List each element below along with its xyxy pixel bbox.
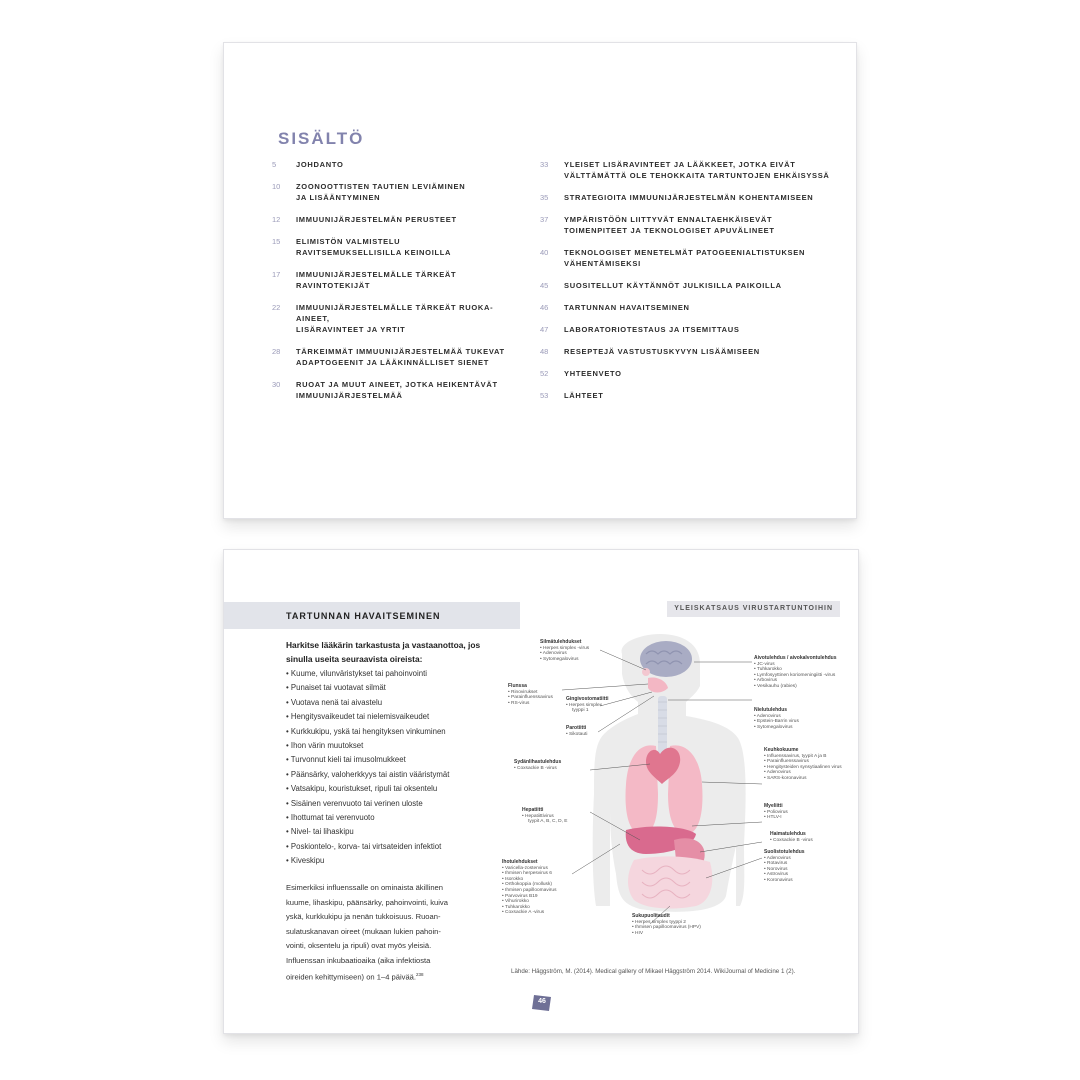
label-item: • Astrovirus <box>764 872 805 878</box>
paragraph-line: vointi, oksentelu ja ripuli) ovat myös yleisiä. <box>286 941 432 950</box>
footnote-ref: 238 <box>416 972 424 977</box>
label-item: • Epstein-Barrin virus <box>754 719 799 725</box>
toc-entry[interactable] <box>540 368 840 379</box>
section-tag: YLEISKATSAUS VIRUSTARTUNTOIHIN <box>667 601 840 617</box>
toc-entry[interactable] <box>540 159 840 181</box>
label-item: • Parvovirus B19 <box>502 894 556 900</box>
source-citation: Lähde: Häggström, M. (2014). Medical gallery of Mikael Häggström 2014. WikiJournal of Medicine 1 (2). <box>511 968 796 975</box>
label-encephalitis <box>754 656 837 690</box>
toc-page-number: 47 <box>540 325 549 334</box>
label-common-cold <box>508 684 553 706</box>
symptom-item: • Turvonnut kieli tai imusolmukkeet <box>286 753 486 767</box>
toc-entry-title: STRATEGIOITA IMMUUNIJÄRJESTELMÄN KOHENTAMISEEN <box>564 193 814 202</box>
label-item: • SARS-koronavirus <box>764 776 842 782</box>
trachea <box>658 696 667 754</box>
label-item: • Parainfluenssavirus <box>764 759 842 765</box>
toc-entry-title: LABORATORIOTESTAUS JA ITSEMITTAUS <box>564 325 740 334</box>
toc-entry-title: RUOAT JA MUUT AINEET, JOTKA HEIKENTÄVÄT IMMUUNIJÄRJESTELMÄÄ <box>296 380 498 400</box>
label-item: • Varicella-zostervirus <box>502 866 556 872</box>
toc-entry[interactable] <box>540 346 840 357</box>
label-item: • RS-virus <box>508 701 553 707</box>
toc-page-number: 53 <box>540 391 549 400</box>
toc-page-number: 48 <box>540 347 549 356</box>
label-title: Flunssa <box>508 683 527 689</box>
label-title: Gingivostomatiitti <box>566 696 609 702</box>
label-std <box>632 914 701 936</box>
toc-page-number: 17 <box>272 270 281 279</box>
toc-entry-title: IMMUUNIJÄRJESTELMÄLLE TÄRKEÄT RAVINTOTEKIJÄT <box>296 270 457 290</box>
label-item: • Koronavirus <box>764 878 805 884</box>
lead-text: Harkitse lääkärin tarkastusta ja vastaanottoa, jos sinulla useita seuraavista oireista: <box>286 640 481 664</box>
label-gastroenteritis <box>764 850 805 884</box>
section-header-band <box>224 602 520 629</box>
toc-entry[interactable] <box>540 302 840 313</box>
toc-entry-title: TÄRKEIMMÄT IMMUUNIJÄRJESTELMÄÄ TUKEVAT ADAPTOGEENIT JA LÄÄKINNÄLLISET SIENET <box>296 347 505 367</box>
label-gingivostomatitis <box>566 697 609 714</box>
label-item: • Ihmisen herpesvirus 6 <box>502 871 556 877</box>
toc-page-number: 37 <box>540 215 549 224</box>
toc-entry-title: YMPÄRISTÖÖN LIITTYVÄT ENNALTAEHKÄISEVÄT TOIMENPITEET JA TEKNOLOGISET APUVÄLINEET <box>564 215 775 235</box>
toc-column-left <box>272 159 522 412</box>
toc-entry[interactable] <box>272 159 522 170</box>
toc-page <box>223 42 857 519</box>
label-item: • Arbovirus <box>754 678 837 684</box>
toc-page-number: 22 <box>272 303 281 312</box>
label-item: • Influenssavirus, tyypit A ja B <box>764 754 842 760</box>
label-item: • Hengitysteiden synsytiaalinen virus <box>764 765 842 771</box>
toc-page-number: 40 <box>540 248 549 257</box>
label-item: • Parainfluenssavirus <box>508 695 553 701</box>
toc-entry[interactable] <box>540 247 840 269</box>
label-pharyngitis <box>754 708 799 730</box>
label-title: Haimatulehdus <box>770 831 806 837</box>
toc-page-number: 30 <box>272 380 281 389</box>
toc-page-number: 10 <box>272 182 281 191</box>
symptom-item: • Punaiset tai vuotavat silmät <box>286 681 486 695</box>
toc-entry-title: ELIMISTÖN VALMISTELU RAVITSEMUKSELLISILLA KEINOILLA <box>296 237 452 257</box>
toc-entry[interactable] <box>540 280 840 291</box>
label-title: Sukupuolitaudit <box>632 913 670 919</box>
label-title: Ihotulehdukset <box>502 859 538 865</box>
label-item: • Lymfosyyttinen koriomeningiitti -virus <box>754 673 837 679</box>
label-item: • Vesikauhu (rabies) <box>754 684 837 690</box>
toc-entry-title: JOHDANTO <box>296 160 344 169</box>
toc-entry[interactable] <box>272 214 522 225</box>
symptom-item: • Päänsärky, valoherkkyys tai aistin vääristymät <box>286 768 486 782</box>
label-item: • Sytomegalovirus <box>754 725 799 731</box>
symptom-item: • Ihon värin muutokset <box>286 739 486 753</box>
label-title: Parotiitti <box>566 725 587 731</box>
symptom-item: • Poskiontelo-, korva- tai virtsateiden infektiot <box>286 840 486 854</box>
label-mumps <box>566 726 587 737</box>
label-title: Aivotulehdus / aivokalvontulehdus <box>754 655 837 661</box>
label-item: • Coxsackie B -virus <box>770 838 813 844</box>
label-myelitis <box>764 804 788 821</box>
label-title: Sydänlihastulehdus <box>514 759 562 765</box>
label-title: Hepatiitti <box>522 807 544 813</box>
intestines <box>628 856 712 908</box>
toc-page-number: 35 <box>540 193 549 202</box>
paragraph-line: sulatuskanavan oireet (mukaan lukien pahoin- <box>286 926 441 936</box>
paragraph-line: kuume, lihaskipu, päänsärky, pahoinvointi, kuiva <box>286 897 448 907</box>
toc-entry[interactable] <box>272 236 522 258</box>
toc-entry[interactable] <box>272 379 522 401</box>
toc-entry-title: RESEPTEJÄ VASTUSTUSKYVYN LISÄÄMISEEN <box>564 347 760 356</box>
toc-page-number: 45 <box>540 281 549 290</box>
label-title: Myeliitti <box>764 803 783 809</box>
symptom-item: • Ihottumat tai verenvuoto <box>286 811 486 825</box>
toc-entry[interactable] <box>272 269 522 291</box>
toc-title: SISÄLTÖ <box>278 129 365 148</box>
page-number-badge <box>531 993 553 1013</box>
toc-entry-title: YLEISET LISÄRAVINTEET JA LÄÄKKEET, JOTKA EIVÄT VÄLTTÄMÄTTÄ OLE TEHOKKAITA TARTUNTOJEN EHKÄISYSSÄ <box>564 160 830 180</box>
toc-entry-title: TARTUNNAN HAVAITSEMINEN <box>564 303 690 312</box>
label-skin-infections <box>502 860 556 916</box>
paragraph-line: Influenssan inkubaatioaika (aika infektiosta <box>286 955 431 965</box>
toc-entry-title: YHTEENVETO <box>564 369 622 378</box>
label-item: • Adenovirus <box>764 770 842 776</box>
label-item: • Adenovirus <box>764 856 805 862</box>
label-item: • JC-virus <box>754 662 837 668</box>
label-item: • Sikotauti <box>566 732 587 738</box>
label-item: tyypit A, B, C, D, E <box>528 819 568 825</box>
label-item: • Herpes simplex tyyppi 2 <box>632 920 701 926</box>
label-item: • Coxsackie B -virus <box>514 766 561 772</box>
toc-entry[interactable] <box>540 192 840 203</box>
toc-entry[interactable] <box>272 346 522 368</box>
toc-page-number: 46 <box>540 303 549 312</box>
toc-entry[interactable] <box>272 302 522 335</box>
virus-infection-diagram <box>500 634 848 974</box>
paragraph-line-text: oireiden kehittymiseen) on 1–4 päivää. <box>286 972 417 982</box>
toc-entry-title: LÄHTEET <box>564 391 604 400</box>
label-item: • Vihurirokko <box>502 899 556 905</box>
label-item: • Rinovirukset <box>508 690 553 696</box>
toc-page-number: 12 <box>272 215 281 224</box>
label-myocarditis <box>514 760 561 771</box>
symptom-list <box>286 667 486 869</box>
label-item: • Orthokoppia (mollusk) <box>502 882 556 888</box>
label-item: tyyppi 1 <box>572 708 589 714</box>
article-page <box>223 549 859 1034</box>
symptom-item: • Kuume, vilunväristykset tai pahoinvointi <box>286 667 486 681</box>
eye <box>642 668 650 676</box>
toc-entry-title: SUOSITELLUT KÄYTÄNNÖT JULKISILLA PAIKOILLA <box>564 281 782 290</box>
influenza-paragraph <box>286 881 482 985</box>
toc-entry[interactable] <box>272 181 522 203</box>
toc-entry-title: IMMUUNIJÄRJESTELMÄLLE TÄRKEÄT RUOKA-AINEET, LISÄRAVINTEET JA YRTIT <box>296 303 494 334</box>
toc-entry-title: ZOONOOTTISTEN TAUTIEN LEVIÄMINEN JA LISÄÄNTYMINEN <box>296 182 466 202</box>
label-item: • Isorokko <box>502 877 556 883</box>
toc-column-right <box>540 159 840 412</box>
label-item: • Coxsackie A -virus <box>502 910 556 916</box>
toc-page-number: 5 <box>272 160 277 169</box>
label-eye-infections <box>540 640 589 662</box>
label-item: • HIV <box>632 931 701 937</box>
label-hepatitis <box>522 808 567 825</box>
label-pneumonia <box>764 748 842 782</box>
symptom-item: • Sisäinen verenvuoto tai verinen uloste <box>286 797 486 811</box>
toc-entry[interactable] <box>540 390 840 401</box>
label-item: • Ihmisen papilloomavirus (HPV) <box>632 925 701 931</box>
label-item: • Adenovirus <box>754 714 799 720</box>
label-item: • Tuhkarokko <box>502 905 556 911</box>
label-title: Keuhkokuume <box>764 747 799 753</box>
symptom-item: • Vatsakipu, kouristukset, ripuli tai oksentelu <box>286 782 486 796</box>
toc-entry-title: TEKNOLOGISET MENETELMÄT PATOGEENIALTISTUKSEN VÄHENTÄMISEKSI <box>564 248 806 268</box>
page-number: 46 <box>538 998 546 1005</box>
label-item: • Herpes simplex -virus <box>540 646 589 652</box>
label-item: • Herpes simplex <box>566 703 609 709</box>
label-title: Silmätulehdukset <box>540 639 582 645</box>
toc-entry[interactable] <box>540 214 840 236</box>
toc-page-number: 28 <box>272 347 281 356</box>
label-pancreatitis <box>770 832 813 843</box>
toc-page-number: 33 <box>540 160 549 169</box>
label-item: • Sytomegalovirus <box>540 657 589 663</box>
symptom-item: • Kiveskipu <box>286 854 486 868</box>
label-item: • HTLV-I <box>764 815 788 821</box>
section-heading: TARTUNNAN HAVAITSEMINEN <box>286 611 441 621</box>
label-item: • Tuhkarokko <box>754 667 837 673</box>
label-item: • Rotavirus <box>764 861 805 867</box>
toc-page-number: 52 <box>540 369 549 378</box>
toc-entry[interactable] <box>540 324 840 335</box>
label-title: Nielutulehdus <box>754 707 788 713</box>
label-item: • Adenovirus <box>540 651 589 657</box>
paragraph-line: yskä, kurkkukipu ja nenän tukkoisuus. Ruoan- <box>286 912 441 921</box>
label-item: • Norovirus <box>764 867 805 873</box>
symptom-item: • Vuotava nenä tai aivastelu <box>286 696 486 710</box>
toc-page-number: 15 <box>272 237 281 246</box>
paragraph-line: Esimerkiksi influenssalle on ominaista äkillinen <box>286 883 444 892</box>
toc-entry-title: IMMUUNIJÄRJESTELMÄN PERUSTEET <box>296 215 457 224</box>
label-item: • Poliovirus <box>764 810 788 816</box>
label-item: • Hepatiittivirus <box>522 814 567 820</box>
symptom-item: • Kurkkukipu, yskä tai hengityksen vinkuminen <box>286 725 486 739</box>
symptom-item: • Hengitysvaikeudet tai nielemisvaikeudet <box>286 710 486 724</box>
label-title: Suolistotulehdus <box>764 849 805 855</box>
paragraph-line <box>286 968 482 985</box>
symptom-item: • Nivel- tai lihaskipu <box>286 825 486 839</box>
label-item: • Ihmisen papilloomavirus <box>502 888 556 894</box>
